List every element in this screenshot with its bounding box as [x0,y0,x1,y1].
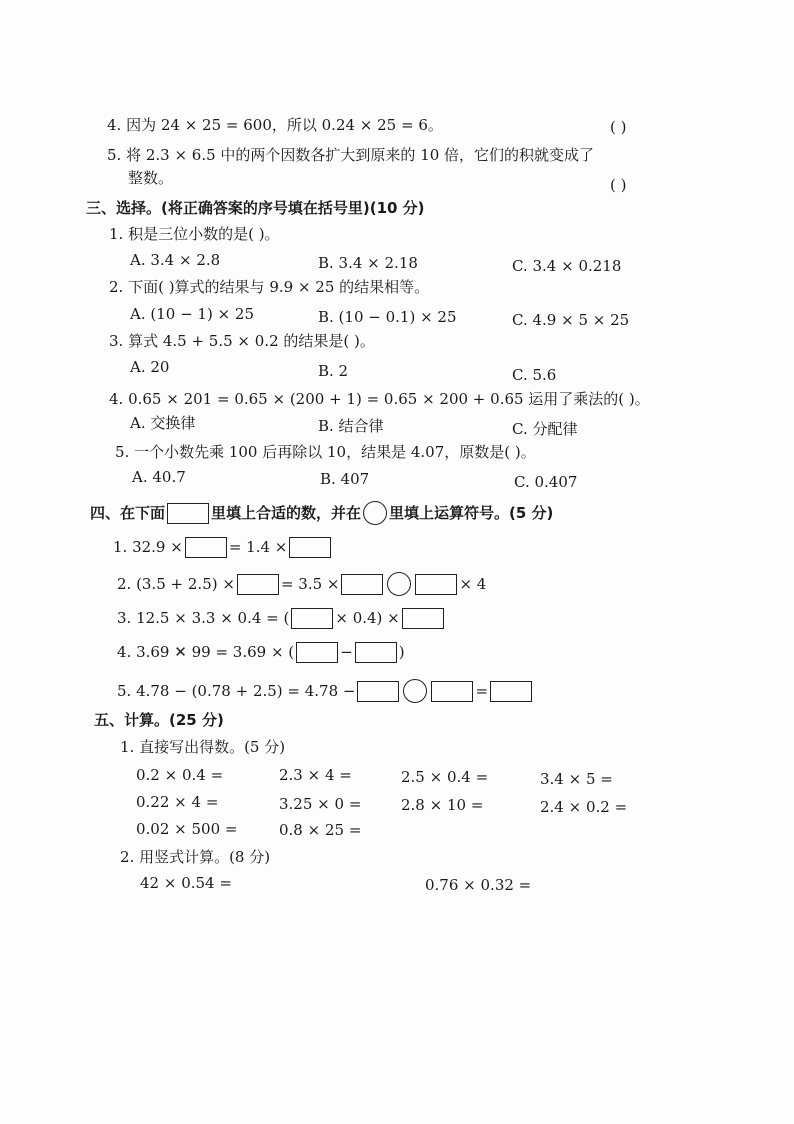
choice-q5-option-b: B. 407 [320,470,370,488]
calc-vertical-1: 42 × 0.54 = [140,874,232,892]
choice-q3-option-a: A. 20 [130,358,170,376]
calc-sub2-title: 2. 用竖式计算。(8 分) [120,848,271,866]
calc-sub1-title: 1. 直接写出得数。(5 分) [120,738,286,756]
fill-r1-box-1[interactable] [185,537,227,558]
sample-box-icon [167,503,209,524]
calc-vertical-2: 0.76 × 0.32 = [425,876,532,894]
judge-q5-answer-paren[interactable]: ( ) [610,176,627,194]
fill-r1-box-2[interactable] [289,537,331,558]
calc-item: 0.8 × 25 = [279,821,362,839]
fill-r2-text-c: × 4 [459,574,487,593]
choice-q4-option-a: A. 交换律 [130,414,196,432]
fill-row-3 [117,608,446,629]
choice-q1-option-c: C. 3.4 × 0.218 [512,257,622,275]
fill-r3-text-b: × 0.4) × [335,609,400,627]
fill-r2-text-a: 2. (3.5 + 2.5) × [117,574,235,593]
calc-item: 2.5 × 0.4 = [401,768,489,786]
choice-q3-option-c: C. 5.6 [512,366,557,384]
fill-r3-box-2[interactable] [402,608,444,629]
choice-q3-option-b: B. 2 [318,362,349,380]
choice-q5-option-a: A. 40.7 [132,468,186,486]
choice-q2: 2. 下面( )算式的结果与 9.9 × 25 的结果相等。 [109,278,430,296]
choice-q4-option-c: C. 分配律 [512,420,578,438]
calc-item: 2.4 × 0.2 = [540,798,628,816]
judge-q5-line2: 整数。 [128,169,174,187]
fill-r3-box-1[interactable] [291,608,333,629]
choice-q2-option-b: B. (10 − 0.1) × 25 [318,308,457,326]
choice-q1-option-a: A. 3.4 × 2.8 [130,251,221,269]
fill-r1-text-a: 1. 32.9 × [113,538,183,556]
choice-q1-option-b: B. 3.4 × 2.18 [318,254,418,272]
fill-r2-box-3[interactable] [415,574,457,595]
section-calc-heading: 五、计算。(25 分) [94,711,224,729]
fill-r5-box-1[interactable] [357,681,399,702]
choice-q2-option-a: A. (10 − 1) × 25 [130,305,254,323]
choice-q4: 4. 0.65 × 201 = 0.65 × (200 + 1) = 0.65 × 200 + 0.65 运用了乘法的( )。 [109,390,650,408]
choice-q4-option-b: B. 结合律 [318,417,384,435]
section-fill-heading [90,501,553,525]
fill-r2-box-2[interactable] [341,574,383,595]
fill-r4-text-a: 4. 3.69 ✕ 99 = 3.69 × ( [117,643,295,661]
fill-row-1 [113,537,333,558]
fill-r5-operator-circle[interactable] [403,679,427,703]
fill-r5-box-3[interactable] [490,681,532,702]
choice-q1: 1. 积是三位小数的是( )。 [109,225,280,243]
calc-item: 2.3 × 4 = [279,766,352,784]
fill-r4-text-b: − [340,643,353,661]
choice-q5-option-c: C. 0.407 [514,473,578,491]
section-choice-heading: 三、选择。(将正确答案的序号填在括号里)(10 分) [86,199,425,217]
calc-item: 0.2 × 0.4 = [136,766,224,784]
sample-circle-icon [363,501,387,525]
calc-item: 0.02 × 500 = [136,820,238,838]
fill-r5-text-b: = [475,681,489,700]
fill-r5-box-2[interactable] [431,681,473,702]
calc-item: 0.22 × 4 = [136,793,219,811]
fill-r3-text-a: 3. 12.5 × 3.3 × 0.4 = ( [117,609,290,627]
fill-r2-box-1[interactable] [237,574,279,595]
fill-r4-box-2[interactable] [355,642,397,663]
fill-heading-part3: 里填上运算符号。(5 分) [389,503,554,522]
fill-r4-box-1[interactable] [296,642,338,663]
choice-q3: 3. 算式 4.5 + 5.5 × 0.2 的结果是( )。 [109,332,375,350]
fill-r2-text-b: = 3.5 × [280,574,340,593]
fill-row-4 [117,642,405,663]
judge-q4-answer-paren[interactable]: ( ) [610,118,627,136]
judge-q4: 4. 因为 24 × 25 = 600，所以 0.24 × 25 = 6。 [107,116,443,134]
choice-q5: 5. 一个小数先乘 100 后再除以 10，结果是 4.07，原数是( )。 [115,443,536,461]
calc-item: 2.8 × 10 = [401,796,484,814]
fill-r1-text-b: = 1.4 × [228,538,288,556]
judge-q5-line1: 5. 将 2.3 × 6.5 中的两个因数各扩大到原来的 10 倍，它们的积就变成了 [107,146,595,164]
fill-row-2 [117,572,486,596]
calc-item: 3.4 × 5 = [540,770,613,788]
fill-row-5 [117,679,534,703]
fill-r4-text-c: ) [398,643,405,661]
calc-item: 3.25 × 0 = [279,795,362,813]
fill-r5-text-a: 5. 4.78 − (0.78 + 2.5) = 4.78 − [117,681,356,700]
choice-q2-option-c: C. 4.9 × 5 × 25 [512,311,630,329]
fill-heading-part2: 里填上合适的数，并在 [211,503,362,522]
fill-heading-part1: 四、在下面 [90,503,166,522]
fill-r2-operator-circle[interactable] [387,572,411,596]
